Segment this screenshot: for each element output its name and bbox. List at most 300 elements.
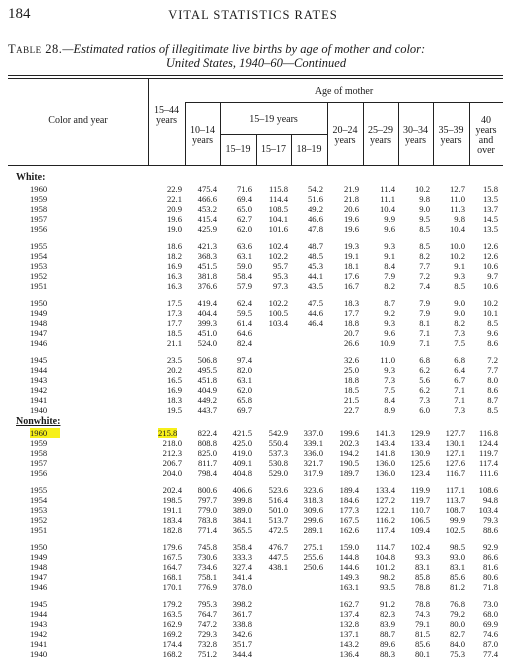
section-label-white: White: (16, 172, 46, 183)
table-row (0, 405, 506, 415)
cell-age-15-19: 378.0 (232, 582, 252, 592)
cell-age-25-29: 8.9 (384, 405, 395, 415)
cell-age-25-29: 114.7 (375, 542, 395, 552)
table-row (0, 204, 506, 214)
cell-age-30-34: 119.7 (410, 495, 430, 505)
cell-age-15-44: 182.8 (162, 525, 182, 535)
cell-age-30-34: 6.2 (419, 385, 430, 395)
cell-age-15-17: 102.2 (268, 298, 288, 308)
header-35-39: 35–39 years (438, 125, 464, 146)
cell-age-10-14: 425.9 (197, 224, 217, 234)
cell-age-10-14: 783.8 (197, 515, 217, 525)
cell-age-30-34: 8.5 (419, 241, 430, 251)
cell-age-15-17: 530.8 (268, 458, 288, 468)
cell-age-18-19: 48.5 (307, 251, 323, 261)
cell-age-40-over: 94.8 (482, 495, 498, 505)
cell-age-35-39: 9.0 (454, 298, 465, 308)
table-row (0, 184, 506, 194)
cell-age-18-19: 48.7 (307, 241, 323, 251)
cell-age-15-19: 62.0 (236, 385, 252, 395)
cell-age-15-17: 104.1 (268, 214, 288, 224)
cell-age-15-19: 409.1 (232, 458, 252, 468)
cell-age-25-29: 136.0 (375, 458, 395, 468)
cell-age-15-19: 61.4 (236, 318, 252, 328)
cell-age-10-14: 421.3 (197, 241, 217, 251)
cell-year: 1956 (30, 468, 48, 478)
cell-age-40-over: 68.0 (482, 609, 498, 619)
cell-age-25-29: 9.6 (384, 224, 395, 234)
cell-age-15-17: 95.3 (272, 271, 288, 281)
cell-age-25-29: 7.5 (384, 385, 395, 395)
cell-age-15-19: 59.0 (236, 261, 252, 271)
cell-age-40-over: 8.5 (487, 405, 498, 415)
cell-year: 1960 (30, 428, 60, 438)
cell-age-30-34: 93.3 (414, 552, 430, 562)
cell-age-30-34: 9.0 (419, 204, 430, 214)
cell-age-35-39: 81.2 (449, 582, 465, 592)
table-row (0, 428, 506, 438)
table-row (0, 458, 506, 468)
cell-age-10-14: 451.0 (197, 328, 217, 338)
cell-age-15-44: 170.1 (162, 582, 182, 592)
cell-age-10-14: 776.9 (197, 582, 217, 592)
cell-age-15-19: 63.1 (236, 375, 252, 385)
cell-age-20-24: 19.6 (343, 214, 359, 224)
cell-age-10-14: 732.8 (197, 639, 217, 649)
header-30-34: 30–34 years (403, 125, 428, 146)
table-row (0, 355, 506, 365)
cell-age-20-24: 18.5 (343, 385, 359, 395)
cell-age-30-34: 110.7 (410, 505, 430, 515)
cell-age-10-14: 822.4 (197, 428, 217, 438)
cell-age-30-34: 7.1 (419, 328, 430, 338)
cell-year: 1953 (30, 261, 48, 271)
cell-age-40-over: 87.0 (482, 639, 498, 649)
cell-age-15-17: 103.4 (268, 318, 288, 328)
cell-age-15-44: 19.5 (166, 405, 182, 415)
cell-age-15-19: 419.0 (232, 448, 252, 458)
cell-age-15-17: 529.0 (268, 468, 288, 478)
cell-year: 1959 (30, 438, 48, 448)
cell-age-20-24: 19.6 (343, 224, 359, 234)
running-head: VITAL STATISTICS RATES (168, 8, 338, 22)
cell-age-15-44: 218.0 (162, 438, 182, 448)
cell-age-20-24: 18.8 (343, 318, 359, 328)
cell-age-15-17: 501.0 (268, 505, 288, 515)
cell-age-30-34: 7.7 (419, 261, 430, 271)
cell-age-15-44: 17.5 (166, 298, 182, 308)
cell-age-35-39: 8.2 (454, 318, 465, 328)
cell-age-20-24: 162.7 (339, 599, 359, 609)
cell-age-25-29: 143.4 (375, 438, 395, 448)
cell-age-40-over: 9.7 (487, 271, 498, 281)
cell-age-15-19: 59.5 (236, 308, 252, 318)
cell-age-30-34: 8.1 (419, 318, 430, 328)
cell-age-35-39: 7.1 (454, 385, 465, 395)
cell-age-15-19: 399.8 (232, 495, 252, 505)
table-row (0, 448, 506, 458)
cell-age-25-29: 88.7 (379, 629, 395, 639)
table-row (0, 281, 506, 291)
cell-age-10-14: 495.5 (197, 365, 217, 375)
cell-age-15-19: 389.0 (232, 505, 252, 515)
cell-age-20-24: 18.3 (343, 298, 359, 308)
table-row (0, 525, 506, 535)
cell-age-40-over: 13.5 (482, 224, 498, 234)
cell-age-30-34: 74.3 (414, 609, 430, 619)
table-row (0, 241, 506, 251)
cell-age-30-34: 80.1 (414, 649, 430, 659)
cell-age-15-44: 183.4 (162, 515, 182, 525)
table-row (0, 495, 506, 505)
table-label: Table 28. (8, 42, 63, 56)
cell-age-10-14: 730.6 (197, 552, 217, 562)
cell-age-18-19: 275.1 (303, 542, 323, 552)
cell-age-18-19: 323.6 (303, 485, 323, 495)
cell-age-15-44: 18.5 (166, 328, 182, 338)
cell-age-15-44: 215.8 (158, 428, 178, 438)
cell-age-15-19: 341.4 (232, 572, 252, 582)
cell-age-35-39: 9.1 (454, 261, 465, 271)
cell-age-40-over: 111.6 (479, 468, 498, 478)
cell-age-18-19: 336.0 (303, 448, 323, 458)
cell-year: 1953 (30, 505, 48, 515)
cell-year: 1949 (30, 552, 48, 562)
cell-age-15-17: 447.5 (268, 552, 288, 562)
cell-age-15-44: 19.0 (166, 224, 182, 234)
cell-age-15-19: 344.4 (232, 649, 252, 659)
cell-age-30-34: 106.5 (410, 515, 430, 525)
cell-age-35-39: 6.8 (454, 355, 465, 365)
cell-age-20-24: 159.0 (339, 542, 359, 552)
cell-age-40-over: 8.6 (487, 385, 498, 395)
cell-age-18-19: 289.1 (303, 525, 323, 535)
cell-age-15-17: 102.4 (268, 241, 288, 251)
cell-age-15-17: 114.4 (268, 194, 288, 204)
cell-age-30-34: 83.1 (414, 562, 430, 572)
table-row (0, 468, 506, 478)
cell-age-15-19: 421.5 (232, 428, 252, 438)
cell-age-25-29: 11.0 (380, 355, 395, 365)
cell-age-20-24: 194.2 (339, 448, 359, 458)
cell-age-10-14: 376.6 (197, 281, 217, 291)
cell-age-30-34: 6.2 (419, 365, 430, 375)
cell-age-35-39: 82.7 (449, 629, 465, 639)
cell-age-15-17: 550.4 (268, 438, 288, 448)
cell-year: 1947 (30, 328, 48, 338)
cell-year: 1941 (30, 395, 48, 405)
cell-age-20-24: 21.5 (343, 395, 359, 405)
cell-age-40-over: 10.6 (482, 281, 498, 291)
cell-age-40-over: 117.4 (478, 458, 498, 468)
cell-age-30-34: 79.1 (414, 619, 430, 629)
cell-age-15-17: 102.2 (268, 251, 288, 261)
cell-age-15-17: 108.5 (268, 204, 288, 214)
cell-year: 1942 (30, 385, 48, 395)
cell-age-40-over: 12.6 (482, 251, 498, 261)
cell-age-15-44: 16.5 (166, 375, 182, 385)
cell-age-25-29: 9.2 (384, 308, 395, 318)
cell-age-25-29: 122.1 (375, 505, 395, 515)
cell-age-10-14: 729.3 (197, 629, 217, 639)
cell-age-35-39: 108.7 (445, 505, 465, 515)
cell-age-20-24: 20.7 (343, 328, 359, 338)
cell-age-10-14: 798.4 (197, 468, 217, 478)
cell-year: 1960 (30, 184, 48, 194)
cell-age-20-24: 137.4 (339, 609, 359, 619)
cell-year: 1948 (30, 318, 48, 328)
header-15-19-total: 15–19 (225, 144, 251, 155)
cell-age-40-over: 79.3 (482, 515, 498, 525)
cell-year: 1942 (30, 629, 48, 639)
table-row (0, 395, 506, 405)
cell-age-30-34: 129.9 (410, 428, 430, 438)
cell-age-25-29: 10.4 (379, 204, 395, 214)
cell-age-15-44: 212.3 (162, 448, 182, 458)
cell-age-15-19: 338.8 (232, 619, 252, 629)
cell-age-20-24: 162.6 (339, 525, 359, 535)
cell-age-15-19: 327.4 (232, 562, 252, 572)
cell-age-10-14: 751.2 (197, 649, 217, 659)
cell-age-40-over: 116.8 (478, 428, 498, 438)
cell-age-35-39: 127.1 (445, 448, 465, 458)
table-row (0, 261, 506, 271)
cell-year: 1944 (30, 365, 48, 375)
cell-age-15-44: 163.5 (162, 609, 182, 619)
cell-age-35-39: 8.5 (454, 281, 465, 291)
cell-year: 1948 (30, 562, 48, 572)
cell-age-15-19: 82.4 (236, 338, 252, 348)
cell-age-40-over: 12.6 (482, 241, 498, 251)
cell-age-20-24: 137.1 (339, 629, 359, 639)
cell-age-25-29: 9.1 (384, 251, 395, 261)
cell-age-20-24: 17.6 (343, 271, 359, 281)
cell-age-40-over: 15.8 (482, 184, 498, 194)
cell-age-40-over: 71.8 (482, 582, 498, 592)
cell-age-40-over: 103.4 (478, 505, 498, 515)
cell-age-10-14: 795.3 (197, 599, 217, 609)
table-row (0, 515, 506, 525)
cell-age-35-39: 79.2 (449, 609, 465, 619)
cell-year: 1952 (30, 515, 48, 525)
cell-age-25-29: 89.6 (379, 639, 395, 649)
page-number: 184 (8, 6, 31, 22)
cell-age-15-19: 398.2 (232, 599, 252, 609)
cell-year: 1951 (30, 281, 48, 291)
cell-age-15-44: 179.6 (162, 542, 182, 552)
cell-age-20-24: 32.6 (343, 355, 359, 365)
cell-age-35-39: 83.1 (449, 562, 465, 572)
cell-age-20-24: 163.1 (339, 582, 359, 592)
cell-age-10-14: 475.4 (197, 184, 217, 194)
cell-age-25-29: 117.4 (375, 525, 395, 535)
cell-age-35-39: 99.9 (449, 515, 465, 525)
header-15-17: 15–17 (261, 144, 286, 155)
cell-age-35-39: 130.1 (445, 438, 465, 448)
table-row (0, 338, 506, 348)
table-row (0, 194, 506, 204)
table-row (0, 271, 506, 281)
cell-year: 1950 (30, 542, 48, 552)
cell-age-18-19: 339.1 (303, 438, 323, 448)
cell-age-25-29: 116.2 (375, 515, 395, 525)
cell-age-40-over: 7.7 (487, 365, 498, 375)
cell-year: 1959 (30, 194, 48, 204)
cell-year: 1952 (30, 271, 48, 281)
cell-age-30-34: 102.4 (410, 542, 430, 552)
cell-age-25-29: 9.9 (384, 214, 395, 224)
cell-age-15-17: 537.3 (268, 448, 288, 458)
cell-age-15-19: 62.7 (236, 214, 252, 224)
cell-age-25-29: 82.3 (379, 609, 395, 619)
table-row (0, 505, 506, 515)
cell-age-15-19: 384.1 (232, 515, 252, 525)
cell-age-30-34: 133.4 (410, 438, 430, 448)
cell-age-20-24: 189.7 (339, 468, 359, 478)
cell-age-10-14: 451.5 (197, 261, 217, 271)
cell-age-25-29: 127.2 (375, 495, 395, 505)
cell-age-25-29: 8.7 (384, 298, 395, 308)
header-color-year: Color and year (48, 115, 108, 126)
cell-age-15-17: 516.4 (268, 495, 288, 505)
cell-age-30-34: 109.4 (410, 525, 430, 535)
cell-age-10-14: 404.4 (197, 308, 217, 318)
cell-age-20-24: 132.8 (339, 619, 359, 629)
cell-age-25-29: 93.5 (379, 582, 395, 592)
cell-age-18-19: 337.0 (303, 428, 323, 438)
cell-age-35-39: 127.7 (445, 428, 465, 438)
cell-age-15-44: 16.9 (166, 261, 182, 271)
cell-year: 1946 (30, 582, 48, 592)
cell-age-25-29: 88.3 (379, 649, 395, 659)
cell-age-35-39: 12.7 (449, 184, 465, 194)
table-title-continued: United States, 1940–60—Continued (165, 56, 347, 70)
cell-age-20-24: 19.1 (343, 251, 359, 261)
cell-age-20-24: 143.2 (339, 639, 359, 649)
cell-age-15-19: 69.7 (236, 405, 252, 415)
cell-age-15-17: 438.1 (268, 562, 288, 572)
cell-age-15-19: 64.6 (236, 328, 252, 338)
cell-age-15-19: 62.0 (236, 224, 252, 234)
header-15-44: 15–44 years (154, 105, 179, 126)
cell-age-20-24: 25.0 (343, 365, 359, 375)
cell-age-18-19: 51.6 (307, 194, 323, 204)
cell-age-35-39: 75.3 (449, 649, 465, 659)
cell-age-20-24: 21.8 (343, 194, 359, 204)
cell-age-35-39: 6.7 (454, 375, 465, 385)
cell-age-35-39: 7.5 (454, 338, 465, 348)
cell-age-35-39: 7.1 (454, 395, 465, 405)
cell-age-20-24: 16.7 (343, 281, 359, 291)
cell-age-25-29: 10.9 (379, 338, 395, 348)
cell-age-18-19: 309.6 (303, 505, 323, 515)
cell-age-15-44: 21.1 (166, 338, 182, 348)
cell-age-40-over: 13.7 (482, 204, 498, 214)
cell-age-15-44: 19.6 (166, 214, 182, 224)
cell-age-15-44: 20.2 (166, 365, 182, 375)
cell-age-15-19: 361.7 (232, 609, 252, 619)
cell-age-30-34: 7.9 (419, 308, 430, 318)
cell-age-20-24: 189.4 (339, 485, 359, 495)
cell-age-30-34: 10.2 (414, 184, 430, 194)
cell-age-18-19: 318.3 (303, 495, 323, 505)
cell-age-15-44: 164.7 (162, 562, 182, 572)
cell-age-40-over: 8.7 (487, 395, 498, 405)
cell-age-35-39: 93.0 (449, 552, 465, 562)
cell-year: 1945 (30, 599, 48, 609)
cell-age-18-19: 321.7 (303, 458, 323, 468)
cell-age-35-39: 117.1 (445, 485, 465, 495)
table-row (0, 542, 506, 552)
cell-age-20-24: 21.9 (343, 184, 359, 194)
header-10-14: 10–14 years (190, 125, 215, 146)
cell-age-35-39: 116.7 (445, 468, 465, 478)
cell-age-35-39: 80.0 (449, 619, 465, 629)
cell-age-20-24: 20.6 (343, 204, 359, 214)
cell-year: 1947 (30, 572, 48, 582)
cell-age-10-14: 453.2 (197, 204, 217, 214)
cell-age-40-over: 10.2 (482, 298, 498, 308)
table-row (0, 572, 506, 582)
table-title: —Estimated ratios of illegitimate live births by age of mother and color: (62, 42, 426, 56)
cell-age-15-44: 162.9 (162, 619, 182, 629)
cell-age-25-29: 83.9 (379, 619, 395, 629)
cell-age-10-14: 368.3 (197, 251, 217, 261)
cell-age-35-39: 7.3 (454, 405, 465, 415)
cell-year: 1955 (30, 485, 48, 495)
cell-age-18-19: 47.8 (307, 224, 323, 234)
cell-age-20-24: 144.8 (339, 552, 359, 562)
cell-age-15-19: 69.4 (236, 194, 252, 204)
cell-age-15-19: 425.0 (232, 438, 252, 448)
cell-age-15-44: 174.4 (162, 639, 182, 649)
cell-age-40-over: 80.6 (482, 572, 498, 582)
cell-age-15-17: 115.8 (268, 184, 288, 194)
cell-year: 1945 (30, 355, 48, 365)
cell-age-10-14: 381.8 (197, 271, 217, 281)
cell-age-30-34: 9.5 (419, 214, 430, 224)
cell-age-20-24: 17.7 (343, 308, 359, 318)
table-row (0, 224, 506, 234)
cell-age-35-39: 9.0 (454, 308, 465, 318)
cell-age-40-over: 10.1 (482, 308, 498, 318)
cell-age-10-14: 415.4 (197, 214, 217, 224)
cell-age-25-29: 141.3 (375, 428, 395, 438)
cell-age-25-29: 7.9 (384, 271, 395, 281)
cell-age-15-17: 513.7 (268, 515, 288, 525)
cell-year: 1956 (30, 224, 48, 234)
table-row (0, 214, 506, 224)
cell-age-15-17: 472.5 (268, 525, 288, 535)
cell-age-20-24: 144.6 (339, 562, 359, 572)
cell-age-15-44: 204.0 (162, 468, 182, 478)
cell-age-15-19: 63.6 (236, 241, 252, 251)
cell-age-25-29: 101.2 (375, 562, 395, 572)
cell-age-30-34: 125.6 (410, 458, 430, 468)
cell-age-20-24: 190.5 (339, 458, 359, 468)
cell-age-40-over: 92.9 (482, 542, 498, 552)
cell-age-18-19: 46.4 (307, 318, 323, 328)
cell-age-15-19: 65.0 (236, 204, 252, 214)
cell-age-10-14: 734.6 (197, 562, 217, 572)
table-row (0, 562, 506, 572)
cell-age-40-over: 8.0 (487, 375, 498, 385)
cell-year: 1943 (30, 619, 48, 629)
cell-age-35-39: 11.0 (450, 194, 465, 204)
cell-age-40-over: 7.2 (487, 355, 498, 365)
cell-age-20-24: 18.1 (343, 261, 359, 271)
cell-age-30-34: 9.8 (419, 194, 430, 204)
